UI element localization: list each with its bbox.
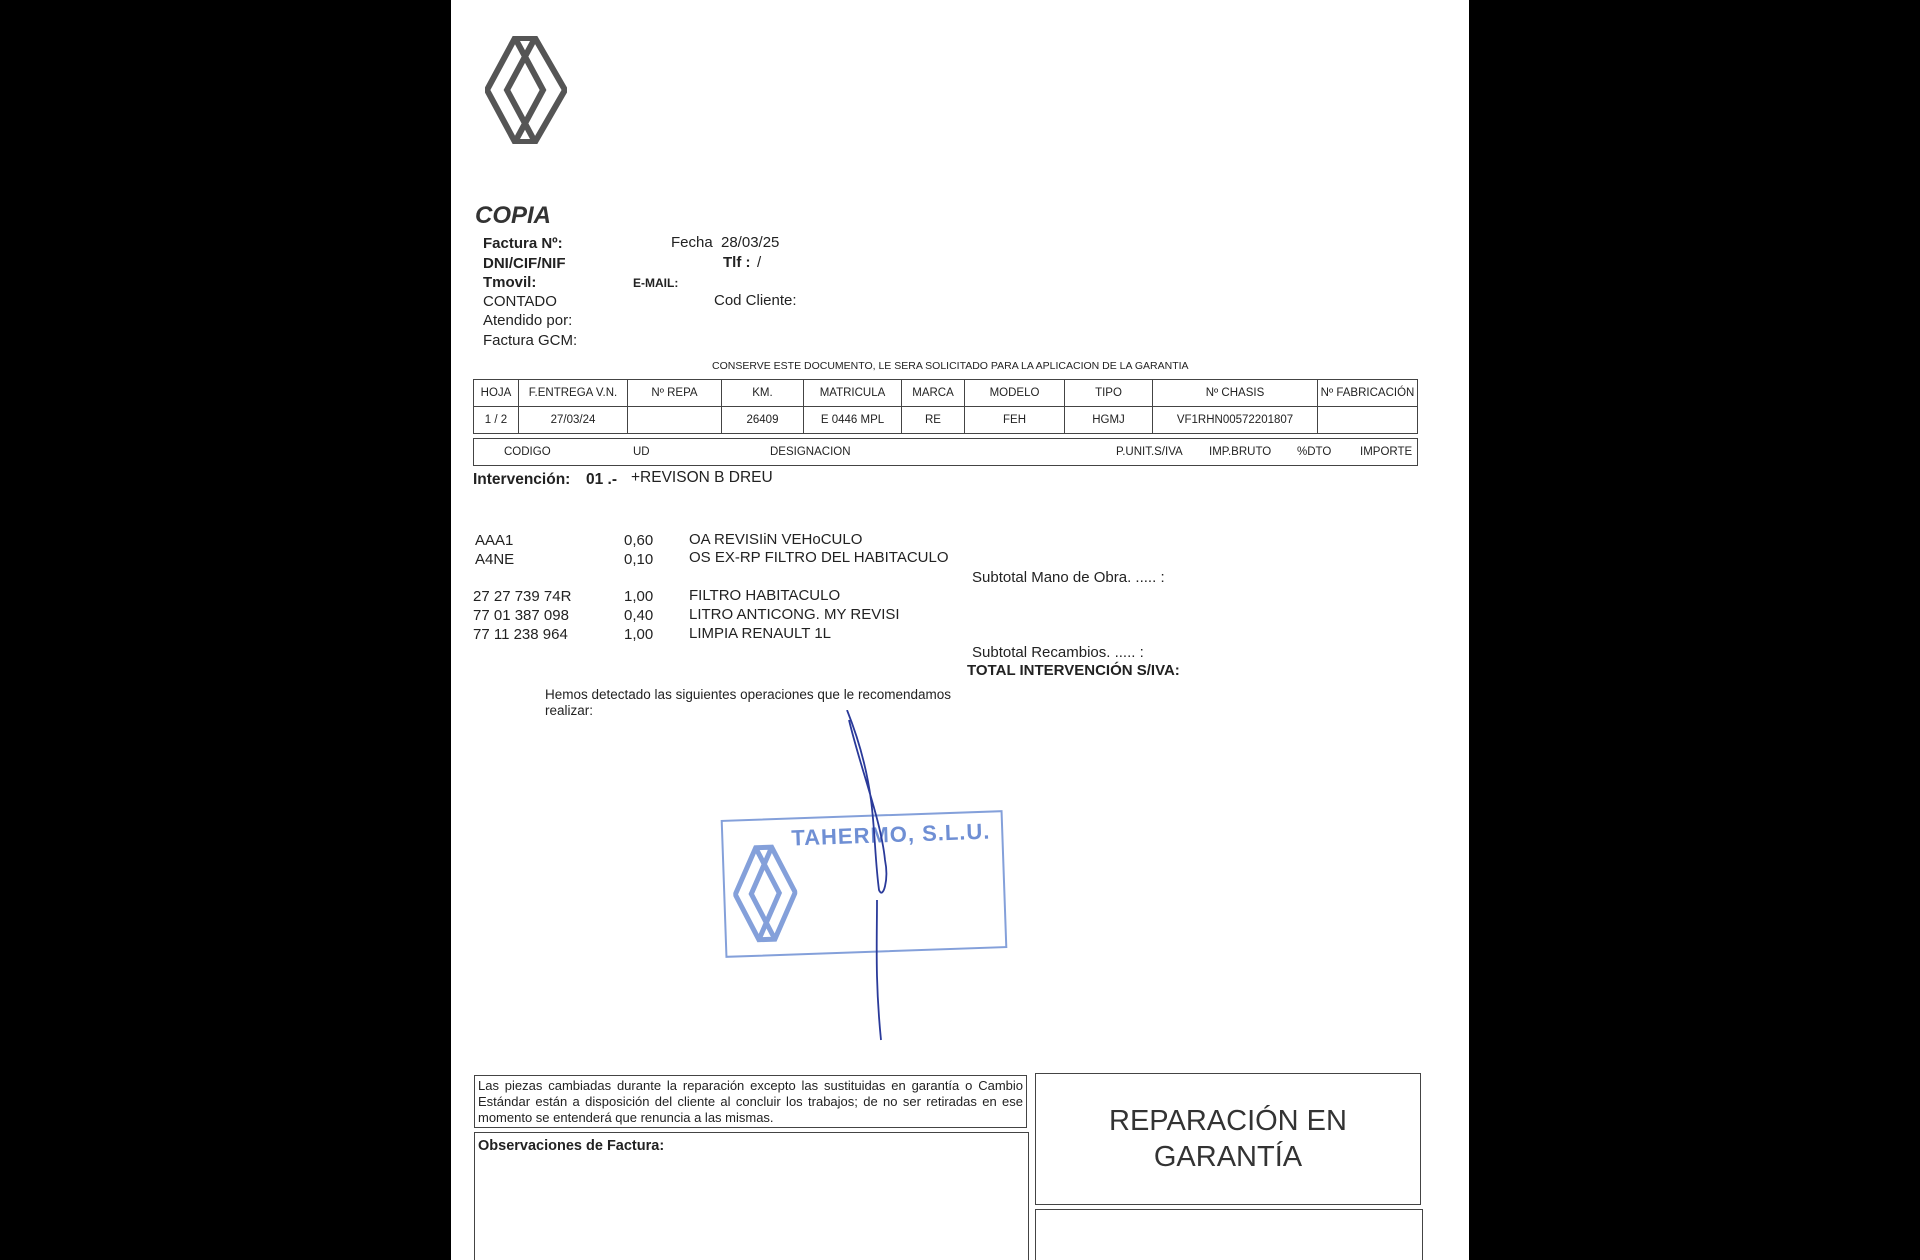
intervention-title: +REVISON B DREU: [631, 469, 773, 486]
observations-title: Observaciones de Factura:: [478, 1138, 665, 1154]
vehicle-table-row: [474, 407, 1418, 434]
header-cell: TIPO: [1065, 380, 1153, 407]
warranty-repair-box: [1035, 1073, 1421, 1205]
header-cell: HOJA: [474, 380, 519, 407]
mobile-label: Tmovil:: [483, 274, 537, 291]
invoice-observations-box: [474, 1132, 1029, 1260]
value-cell: VF1RHN00572201807: [1153, 407, 1318, 434]
invoice-page: [451, 0, 1469, 1260]
code-column-header: CODIGO: [504, 446, 551, 458]
header-cell: Nº FABRICACIÓN: [1318, 380, 1418, 407]
item-quantity: 0,60: [624, 532, 654, 549]
labor-subtotal-label: Subtotal Mano de Obra. ..... :: [972, 569, 1165, 586]
gcm-invoice-label: Factura GCM:: [483, 332, 578, 349]
header-cell: Nº REPA: [628, 380, 722, 407]
item-code: AAA1: [475, 532, 514, 549]
item-code: 27 27 739 74R: [473, 588, 572, 605]
warranty-repair-label: REPARACIÓN EN GARANTÍA: [1109, 1105, 1347, 1173]
value-cell: RE: [902, 407, 965, 434]
attended-by-label: Atendido por:: [483, 312, 573, 329]
value-cell: 1 / 2: [474, 407, 519, 434]
stamp-logo-icon: [732, 842, 799, 944]
item-description: OA REVISIiN VEHoCULO: [689, 531, 863, 548]
header-cell: Nº CHASIS: [1153, 380, 1318, 407]
value-cell: [1318, 407, 1418, 434]
stamp-company-name: TAHERMO, S.L.U.: [790, 818, 991, 851]
date-label: Fecha: [671, 234, 713, 251]
header-cell: MATRICULA: [804, 380, 902, 407]
vehicle-table-header: [474, 380, 1418, 407]
item-code: 77 01 387 098: [473, 607, 569, 624]
client-code-label: Cod Cliente:: [714, 292, 797, 309]
total-intervention-label: TOTAL INTERVENCIÓN S/IVA:: [967, 662, 1180, 679]
payment-method: CONTADO: [483, 293, 557, 310]
item-description: LITRO ANTICONG. MY REVISI: [689, 606, 900, 623]
date-value: 28/03/25: [721, 234, 780, 251]
amount-column-header: IMPORTE: [1360, 446, 1413, 458]
value-cell: 26409: [722, 407, 804, 434]
phone-value: /: [757, 254, 762, 271]
phone-label: Tlf :: [723, 254, 751, 271]
item-quantity: 0,40: [624, 607, 654, 624]
discount-column-header: %DTO: [1297, 446, 1332, 458]
intervention-number: 01 .-: [586, 471, 618, 488]
designation-column-header: DESIGNACION: [770, 446, 851, 458]
value-cell: HGMJ: [1065, 407, 1153, 434]
renault-logo: [485, 36, 567, 144]
copy-label: COPIA: [475, 202, 552, 229]
item-code: 77 11 238 964: [473, 626, 568, 643]
legal-notice: Las piezas cambiadas durante la reparación excepto las sustituidas en garantía o Cambio Estándar están a disposición del cliente al concluir los trabajos; de no ser retiradas en ese momento se entenderá que renuncia a las mismas.: [474, 1075, 1027, 1128]
header-cell: KM.: [722, 380, 804, 407]
item-quantity: 1,00: [624, 588, 654, 605]
value-cell: E 0446 MPL: [804, 407, 902, 434]
invoice-number-label: Factura Nº:: [483, 235, 563, 252]
item-quantity: 1,00: [624, 626, 654, 643]
item-description: OS EX-RP FILTRO DEL HABITACULO: [689, 549, 949, 566]
value-cell: [628, 407, 722, 434]
warranty-notice: CONSERVE ESTE DOCUMENTO, LE SERA SOLICITADO PARA LA APLICACION DE LA GARANTIA: [712, 360, 1189, 372]
intervention-label: Intervención:: [473, 471, 571, 488]
header-cell: MARCA: [902, 380, 965, 407]
value-cell: 27/03/24: [519, 407, 628, 434]
dni-label: DNI/CIF/NIF: [483, 255, 566, 272]
signature: [841, 710, 921, 1050]
item-description: FILTRO HABITACULO: [689, 587, 841, 604]
units-column-header: UD: [633, 446, 650, 458]
recommendation-line-1: Hemos detectado las siguientes operaciones que le recomendamos: [545, 687, 951, 702]
gross-amount-column-header: IMP.BRUTO: [1209, 446, 1272, 458]
warranty-secondary-box: [1035, 1209, 1423, 1260]
unit-price-column-header: P.UNIT.S/IVA: [1116, 446, 1183, 458]
header-cell: MODELO: [965, 380, 1065, 407]
item-description: LIMPIA RENAULT 1L: [689, 625, 832, 642]
item-code: A4NE: [475, 551, 515, 568]
line-items-header: [473, 438, 1418, 466]
parts-subtotal-label: Subtotal Recambios. ..... :: [972, 644, 1144, 661]
vehicle-table: [473, 379, 1418, 434]
recommendation-line-2: realizar:: [545, 703, 594, 718]
value-cell: FEH: [965, 407, 1065, 434]
header-cell: F.ENTREGA V.N.: [519, 380, 628, 407]
item-quantity: 0,10: [624, 551, 654, 568]
email-label: E-MAIL:: [633, 276, 679, 290]
